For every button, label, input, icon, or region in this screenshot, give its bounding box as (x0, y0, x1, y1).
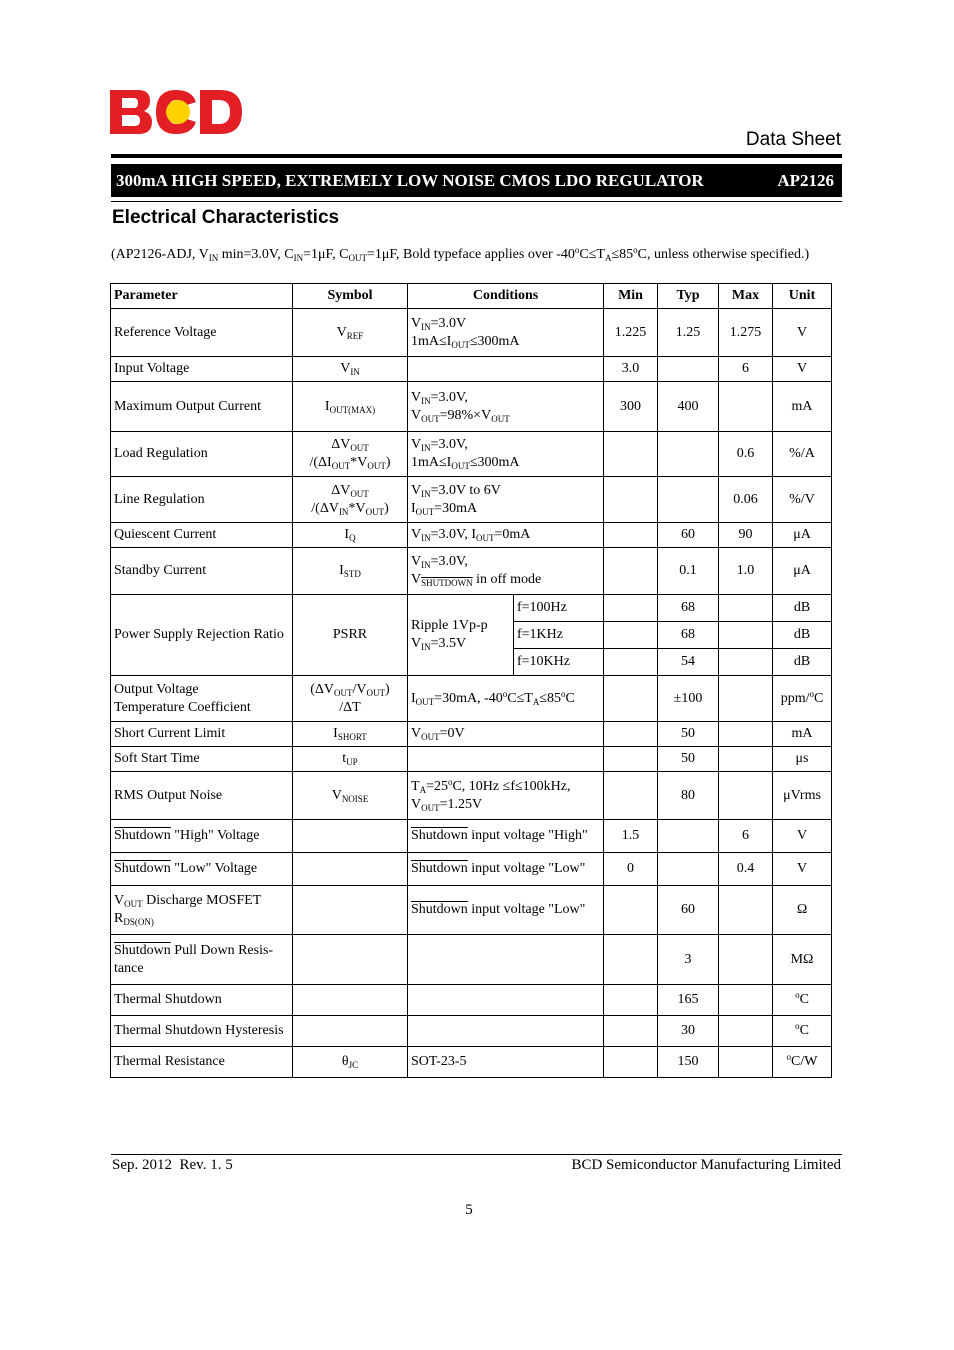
max-cell (719, 595, 773, 622)
table-row (111, 357, 832, 382)
min-cell (604, 676, 658, 722)
typ-cell: ±100 (658, 676, 719, 722)
table-row (111, 477, 832, 523)
min-cell (604, 622, 658, 649)
parameter-cell: Standby Current (111, 548, 293, 595)
min-cell: 0 (604, 853, 658, 886)
frequency-cell: f=100Hz (514, 595, 604, 622)
parameter-cell: RMS Output Noise (111, 772, 293, 820)
header-rule (111, 154, 842, 158)
min-cell (604, 935, 658, 985)
parameter-cell: Shutdown "Low" Voltage (111, 853, 293, 886)
parameter-cell: Soft Start Time (111, 747, 293, 772)
unit-cell: μA (773, 548, 832, 595)
header-typ: Typ (658, 284, 719, 309)
max-cell (719, 622, 773, 649)
table-row (111, 309, 832, 357)
typ-cell (658, 853, 719, 886)
max-cell (719, 676, 773, 722)
min-cell (604, 1047, 658, 1078)
symbol-cell: $I_{SHORT}$ (293, 722, 408, 747)
symbol-cell: $I_{OUT(MAX)}$ (293, 382, 408, 432)
table-row (111, 382, 832, 432)
typ-cell: 80 (658, 772, 719, 820)
min-cell: 3.0 (604, 357, 658, 382)
unit-cell: mA (773, 382, 832, 432)
symbol-cell: $\theta_{JC}$ (293, 1047, 408, 1078)
conditions-cell (408, 357, 604, 382)
unit-cell: μA (773, 523, 832, 548)
typ-cell: 1.25 (658, 309, 719, 357)
symbol-cell: $\Delta V_{OUT}$ $/(\Delta I_{OUT}*V_{OUT})$ (293, 432, 408, 477)
min-cell (604, 523, 658, 548)
min-cell (604, 548, 658, 595)
conditions-cell: $V_{OUT}=0V$ (408, 722, 604, 747)
min-cell (604, 595, 658, 622)
unit-cell: V (773, 309, 832, 357)
typ-cell: 50 (658, 747, 719, 772)
table-row (111, 1047, 832, 1078)
conditions-cell: $T_A=25^oC$, 10Hz ≤f≤100kHz, $V_{OUT}=1.25V$ (408, 772, 604, 820)
unit-cell: V (773, 357, 832, 382)
symbol-cell: $t_{UP}$ (293, 747, 408, 772)
unit-cell: μVrms (773, 772, 832, 820)
table-row (111, 853, 832, 886)
typ-cell: 60 (658, 886, 719, 935)
unit-cell: %/V (773, 477, 832, 523)
header-symbol: Symbol (293, 284, 408, 309)
max-cell (719, 886, 773, 935)
symbol-cell: $I_{STD}$ (293, 548, 408, 595)
symbol-cell (293, 1016, 408, 1047)
conditions-cell: SOT-23-5 (408, 1047, 604, 1078)
parameter-cell: Load Regulation (111, 432, 293, 477)
min-cell (604, 985, 658, 1016)
table-row (111, 548, 832, 595)
min-cell (604, 649, 658, 676)
parameter-cell: $V_{OUT}$ Discharge MOSFET $R_{DS(ON)}$ (111, 886, 293, 935)
header-conditions: Conditions (408, 284, 604, 309)
title-bar (111, 164, 842, 197)
max-cell: 90 (719, 523, 773, 548)
typ-cell (658, 820, 719, 853)
bcd-logo (110, 88, 242, 136)
table-row (111, 523, 832, 548)
symbol-cell: $V_{REF}$ (293, 309, 408, 357)
symbol-cell: $V_{IN}$ (293, 357, 408, 382)
symbol-cell: $(\Delta V_{OUT}/V_{OUT})$ /ΔT (293, 676, 408, 722)
unit-cell: V (773, 820, 832, 853)
unit-cell: dB (773, 622, 832, 649)
typ-cell: 60 (658, 523, 719, 548)
table-row (111, 772, 832, 820)
footer-company: BCD Semiconductor Manufacturing Limited (571, 1157, 841, 1173)
conditions-cell: Ripple 1Vp-p $V_{IN}=3.5V$ (408, 595, 514, 676)
max-cell (719, 747, 773, 772)
unit-cell: Ω (773, 886, 832, 935)
typ-cell: 54 (658, 649, 719, 676)
max-cell (719, 382, 773, 432)
unit-cell: ppm/$^o$C (773, 676, 832, 722)
header-parameter: Parameter (111, 284, 293, 309)
max-cell (719, 649, 773, 676)
typ-cell (658, 357, 719, 382)
document-title: 300mA HIGH SPEED, EXTREMELY LOW NOISE CMOS LDO REGULATOR (116, 170, 704, 190)
min-cell (604, 432, 658, 477)
parameter-cell: Quiescent Current (111, 523, 293, 548)
max-cell: 6 (719, 357, 773, 382)
conditions-note: (AP2126-ADJ, $V_{IN}$ min=3.0V, $C_{IN}=1\mu F$, $C_{OUT}=1\mu F$, Bold typeface applies over $-40^oC\le T_A\le 85^oC$, unless otherwise specified.) (111, 245, 810, 263)
unit-cell: V (773, 853, 832, 886)
table-row (111, 985, 832, 1016)
max-cell (719, 722, 773, 747)
conditions-cell: $V_{IN}=3.0V$, $I_{OUT}=0mA$ (408, 523, 604, 548)
typ-cell: 68 (658, 595, 719, 622)
min-cell (604, 886, 658, 935)
max-cell (719, 1047, 773, 1078)
conditions-cell (408, 935, 604, 985)
symbol-cell (293, 935, 408, 985)
table-row (111, 747, 832, 772)
conditions-cell: $V_{IN}=3.0V$ $1mA\le I_{OUT}\le 300mA$ (408, 309, 604, 357)
min-cell (604, 477, 658, 523)
min-cell (604, 772, 658, 820)
parameter-cell: Reference Voltage (111, 309, 293, 357)
parameter-cell: Input Voltage (111, 357, 293, 382)
symbol-cell (293, 820, 408, 853)
unit-cell: μs (773, 747, 832, 772)
parameter-cell: Shutdown Pull Down Resis- tance (111, 935, 293, 985)
parameter-cell: Output Voltage Temperature Coefficient (111, 676, 293, 722)
parameter-cell: Thermal Shutdown (111, 985, 293, 1016)
max-cell (719, 985, 773, 1016)
unit-cell: $^o$C (773, 1016, 832, 1047)
parameter-cell: Maximum Output Current (111, 382, 293, 432)
max-cell: 0.06 (719, 477, 773, 523)
unit-cell: mA (773, 722, 832, 747)
part-number: AP2126 (777, 170, 834, 190)
conditions-cell: $V_{IN}=3.0V$ to 6V $I_{OUT}=30mA$ (408, 477, 604, 523)
typ-cell: 0.1 (658, 548, 719, 595)
symbol-cell (293, 886, 408, 935)
parameter-cell: Thermal Resistance (111, 1047, 293, 1078)
typ-cell (658, 477, 719, 523)
max-cell (719, 935, 773, 985)
typ-cell (658, 432, 719, 477)
table-row (111, 935, 832, 985)
symbol-cell (293, 985, 408, 1016)
max-cell: 1.275 (719, 309, 773, 357)
conditions-cell: Shutdown input voltage "Low" (408, 853, 604, 886)
min-cell (604, 1016, 658, 1047)
parameter-cell: Shutdown "High" Voltage (111, 820, 293, 853)
unit-cell: dB (773, 595, 832, 622)
max-cell: 0.6 (719, 432, 773, 477)
conditions-cell: $V_{IN}=3.0V$, $V_{OUT}=98\%\times V_{OUT}$ (408, 382, 604, 432)
electrical-characteristics-table (110, 283, 832, 1078)
footer-rule (111, 1154, 842, 1155)
conditions-cell: $I_{OUT}=30mA$, $-40^oC\le T_A\le 85^oC$ (408, 676, 604, 722)
max-cell (719, 1016, 773, 1047)
symbol-cell: PSRR (293, 595, 408, 676)
header-min: Min (604, 284, 658, 309)
symbol-cell (293, 853, 408, 886)
parameter-cell: Short Current Limit (111, 722, 293, 747)
conditions-cell: $V_{IN}=3.0V$, $V_{SHUTDOWN}$ in off mode (408, 548, 604, 595)
table-row (111, 820, 832, 853)
typ-cell: 165 (658, 985, 719, 1016)
footer-date-revision: Sep. 2012 Rev. 1. 5 (112, 1157, 233, 1173)
max-cell: 0.4 (719, 853, 773, 886)
parameter-cell: Line Regulation (111, 477, 293, 523)
min-cell: 1.225 (604, 309, 658, 357)
unit-cell: %/A (773, 432, 832, 477)
table-row (111, 1016, 832, 1047)
max-cell: 6 (719, 820, 773, 853)
conditions-cell: Shutdown input voltage "High" (408, 820, 604, 853)
table-row (111, 676, 832, 722)
symbol-cell: $V_{NOISE}$ (293, 772, 408, 820)
page-number: 5 (465, 1202, 473, 1218)
conditions-cell (408, 1016, 604, 1047)
header-max: Max (719, 284, 773, 309)
max-cell (719, 772, 773, 820)
min-cell (604, 722, 658, 747)
conditions-cell: $V_{IN}=3.0V$, $1mA\le I_{OUT}\le 300mA$ (408, 432, 604, 477)
typ-cell: 68 (658, 622, 719, 649)
typ-cell: 50 (658, 722, 719, 747)
table-header-row (111, 284, 832, 309)
symbol-cell: $\Delta V_{OUT}$ $/(\Delta V_{IN}*V_{OUT})$ (293, 477, 408, 523)
max-cell: 1.0 (719, 548, 773, 595)
conditions-cell (408, 985, 604, 1016)
unit-cell: dB (773, 649, 832, 676)
table-row (111, 595, 832, 622)
table-row (111, 886, 832, 935)
min-cell (604, 747, 658, 772)
unit-cell: MΩ (773, 935, 832, 985)
parameter-cell: Thermal Shutdown Hysteresis (111, 1016, 293, 1047)
unit-cell: $^o$C/W (773, 1047, 832, 1078)
typ-cell: 400 (658, 382, 719, 432)
data-sheet-label: Data Sheet (745, 129, 841, 150)
typ-cell: 30 (658, 1016, 719, 1047)
frequency-cell: f=1KHz (514, 622, 604, 649)
conditions-cell (408, 747, 604, 772)
table-row (111, 722, 832, 747)
typ-cell: 150 (658, 1047, 719, 1078)
table-row (111, 432, 832, 477)
header-unit: Unit (773, 284, 832, 309)
frequency-cell: f=10KHz (514, 649, 604, 676)
parameter-cell: Power Supply Rejection Ratio (111, 595, 293, 676)
typ-cell: 3 (658, 935, 719, 985)
title-underline (111, 201, 842, 202)
symbol-cell: $I_Q$ (293, 523, 408, 548)
min-cell: 1.5 (604, 820, 658, 853)
min-cell: 300 (604, 382, 658, 432)
unit-cell: $^o$C (773, 985, 832, 1016)
conditions-cell: Shutdown input voltage "Low" (408, 886, 604, 935)
section-heading: Electrical Characteristics (112, 207, 340, 228)
